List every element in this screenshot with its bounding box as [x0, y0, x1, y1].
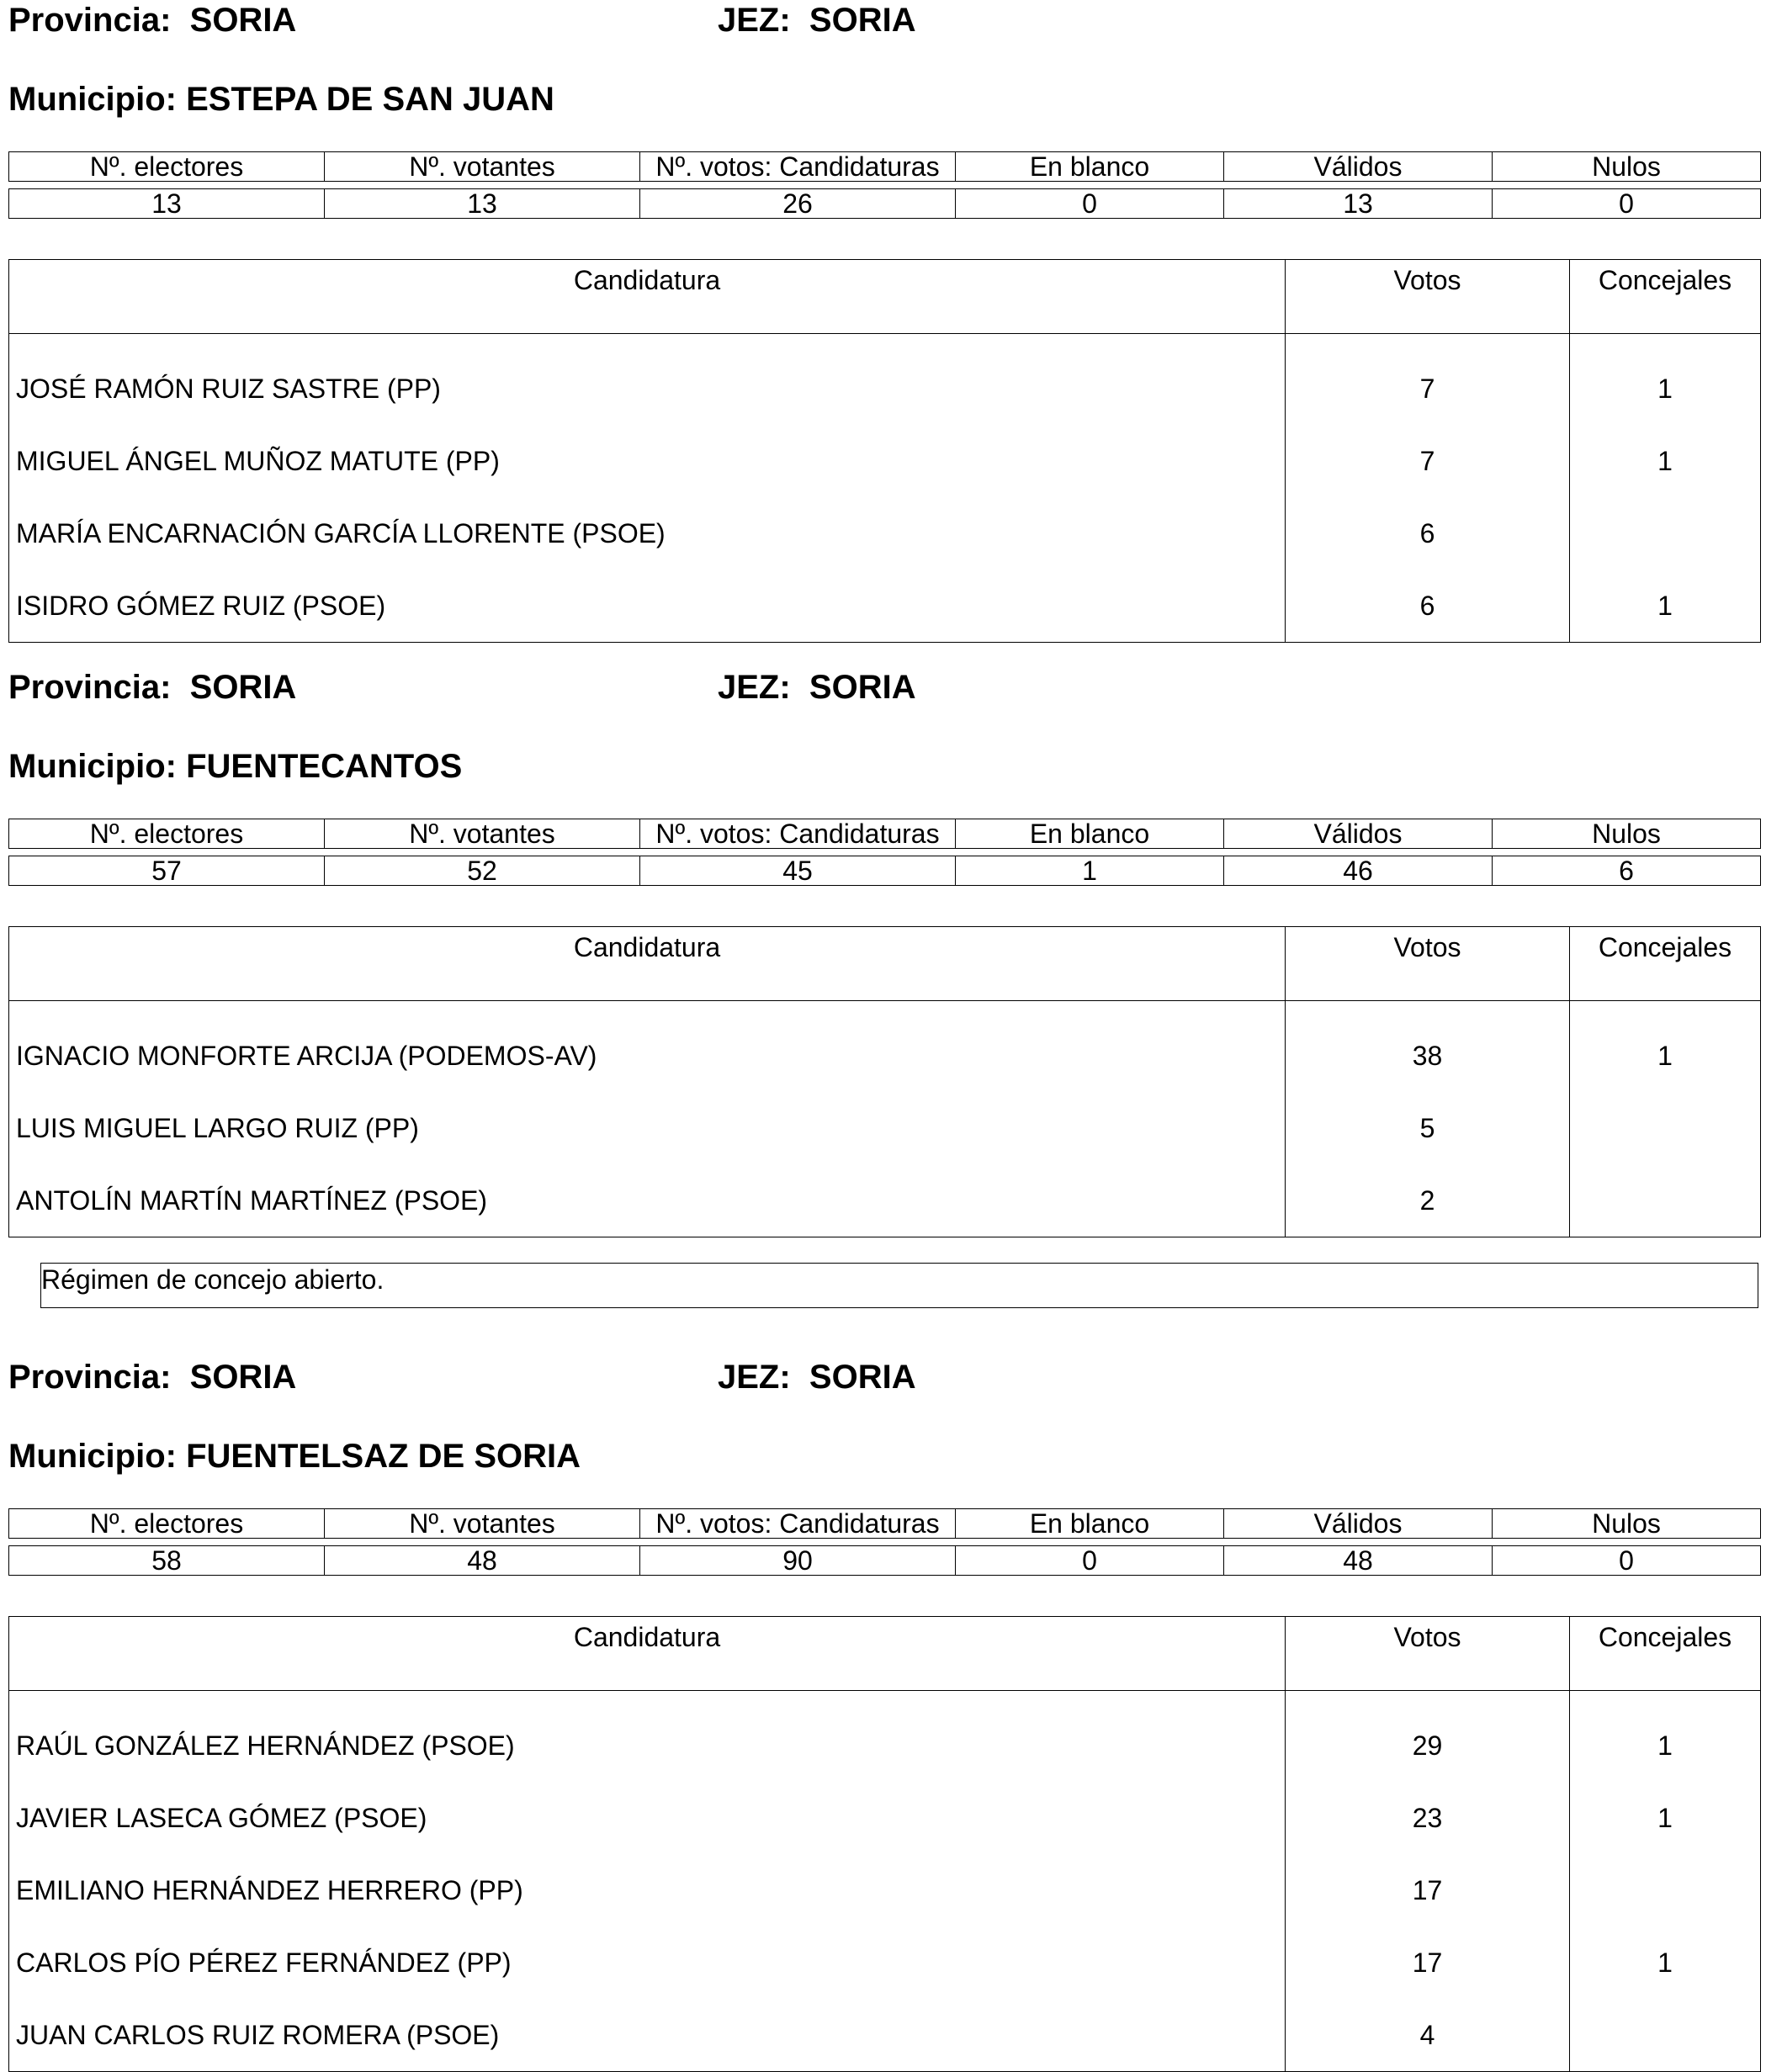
concejo-abierto-note: Régimen de concejo abierto. — [40, 1263, 1758, 1308]
candidato-nombre: IGNACIO MONFORTE ARCIJA (PODEMOS-AV) — [9, 1001, 1286, 1093]
provincia-label: Provincia: — [8, 669, 172, 706]
col-votantes: Nº. votantes — [325, 1509, 640, 1539]
table-row — [9, 1999, 1761, 2072]
candidato-nombre: JOSÉ RAMÓN RUIZ SASTRE (PP) — [9, 334, 1286, 426]
municipio-row — [8, 746, 1760, 793]
votantes-value: 48 — [325, 1546, 640, 1576]
col-validos: Válidos — [1224, 152, 1493, 182]
candidato-nombre: JUAN CARLOS RUIZ ROMERA (PSOE) — [9, 1999, 1286, 2072]
municipio-heading — [8, 746, 462, 787]
electores-value: 13 — [9, 189, 325, 219]
col-electores: Nº. electores — [9, 1509, 325, 1539]
municipio-heading — [8, 79, 554, 119]
candidato-concejales: 1 — [1570, 1001, 1761, 1093]
candidatura-header-row — [9, 927, 1761, 1001]
candidato-votos: 6 — [1286, 570, 1570, 643]
votos-candidaturas-value: 45 — [640, 856, 956, 886]
table-row — [9, 570, 1761, 643]
candidato-concejales — [1570, 1999, 1761, 2072]
table-row — [9, 425, 1761, 497]
col-votos-candidaturas: Nº. votos: Candidaturas — [640, 152, 956, 182]
table-row — [9, 1691, 1761, 1783]
col-votantes: Nº. votantes — [325, 152, 640, 182]
col-candidatura: Candidatura — [9, 927, 1286, 1001]
col-en-blanco: En blanco — [956, 819, 1224, 849]
candidato-nombre: LUIS MIGUEL LARGO RUIZ (PP) — [9, 1092, 1286, 1164]
candidatura-header-row — [9, 260, 1761, 334]
jez-heading — [718, 0, 916, 40]
provincia-value: SORIA — [189, 1359, 297, 1396]
stats-table — [8, 819, 1761, 886]
candidato-nombre: ISIDRO GÓMEZ RUIZ (PSOE) — [9, 570, 1286, 643]
candidato-nombre: RAÚL GONZÁLEZ HERNÁNDEZ (PSOE) — [9, 1691, 1286, 1783]
provincia-label: Provincia: — [8, 2, 172, 39]
col-candidatura: Candidatura — [9, 1617, 1286, 1691]
candidato-votos: 38 — [1286, 1001, 1570, 1093]
municipio-value: FUENTELSAZ DE SORIA — [186, 1438, 581, 1475]
candidato-votos: 6 — [1286, 497, 1570, 570]
candidato-nombre: JAVIER LASECA GÓMEZ (PSOE) — [9, 1782, 1286, 1854]
candidato-concejales — [1570, 497, 1761, 570]
candidato-concejales: 1 — [1570, 334, 1761, 426]
provincia-heading — [8, 1357, 296, 1397]
candidato-votos: 5 — [1286, 1092, 1570, 1164]
candidato-nombre: MARÍA ENCARNACIÓN GARCÍA LLORENTE (PSOE) — [9, 497, 1286, 570]
candidato-votos: 7 — [1286, 334, 1570, 426]
candidato-votos: 29 — [1286, 1691, 1570, 1783]
electores-value: 58 — [9, 1546, 325, 1576]
header-row — [8, 0, 1760, 47]
col-validos: Válidos — [1224, 1509, 1493, 1539]
col-concejales: Concejales — [1570, 1617, 1761, 1691]
stats-values-row — [9, 856, 1761, 886]
col-electores: Nº. electores — [9, 819, 325, 849]
nulos-value: 0 — [1493, 189, 1761, 219]
jez-label: JEZ: — [718, 669, 791, 706]
municipio-row — [8, 1436, 1760, 1483]
nulos-value: 0 — [1493, 1546, 1761, 1576]
col-en-blanco: En blanco — [956, 152, 1224, 182]
table-row — [9, 1001, 1761, 1093]
candidato-nombre: CARLOS PÍO PÉREZ FERNÁNDEZ (PP) — [9, 1926, 1286, 1999]
jez-label: JEZ: — [718, 2, 791, 39]
candidato-concejales — [1570, 1092, 1761, 1164]
provincia-heading — [8, 667, 296, 707]
candidato-concejales: 1 — [1570, 425, 1761, 497]
candidato-votos: 23 — [1286, 1782, 1570, 1854]
electores-value: 57 — [9, 856, 325, 886]
candidato-concejales: 1 — [1570, 1926, 1761, 1999]
votos-candidaturas-value: 26 — [640, 189, 956, 219]
candidato-votos: 17 — [1286, 1854, 1570, 1926]
stats-table — [8, 151, 1761, 219]
candidato-nombre: MIGUEL ÁNGEL MUÑOZ MATUTE (PP) — [9, 425, 1286, 497]
provincia-value: SORIA — [189, 669, 297, 706]
candidato-votos: 7 — [1286, 425, 1570, 497]
candidato-votos: 17 — [1286, 1926, 1570, 1999]
en-blanco-value: 0 — [956, 1546, 1224, 1576]
jez-value: SORIA — [809, 669, 916, 706]
jez-value: SORIA — [809, 2, 916, 39]
table-row — [9, 1854, 1761, 1926]
stats-header-row — [9, 1509, 1761, 1539]
stats-table — [8, 1508, 1761, 1576]
municipio-label: Municipio: — [8, 81, 177, 118]
candidato-votos: 2 — [1286, 1164, 1570, 1237]
col-electores: Nº. electores — [9, 152, 325, 182]
candidato-concejales: 1 — [1570, 570, 1761, 643]
en-blanco-value: 1 — [956, 856, 1224, 886]
candidatura-table — [8, 259, 1761, 643]
municipio-heading — [8, 1436, 581, 1476]
municipio-section-estepa — [8, 0, 1760, 643]
col-votos: Votos — [1286, 1617, 1570, 1691]
provincia-heading — [8, 0, 296, 40]
table-row — [9, 334, 1761, 426]
candidato-concejales: 1 — [1570, 1782, 1761, 1854]
col-nulos: Nulos — [1493, 819, 1761, 849]
validos-value: 48 — [1224, 1546, 1493, 1576]
municipio-value: ESTEPA DE SAN JUAN — [186, 81, 554, 118]
col-concejales: Concejales — [1570, 927, 1761, 1001]
col-votos: Votos — [1286, 927, 1570, 1001]
stats-gap — [9, 182, 1761, 189]
votantes-value: 52 — [325, 856, 640, 886]
municipio-label: Municipio: — [8, 748, 177, 785]
candidato-concejales — [1570, 1854, 1761, 1926]
votos-candidaturas-value: 90 — [640, 1546, 956, 1576]
stats-header-row — [9, 152, 1761, 182]
nulos-value: 6 — [1493, 856, 1761, 886]
stats-header-row — [9, 819, 1761, 849]
col-concejales: Concejales — [1570, 260, 1761, 334]
candidato-concejales — [1570, 1164, 1761, 1237]
candidato-nombre: EMILIANO HERNÁNDEZ HERRERO (PP) — [9, 1854, 1286, 1926]
candidato-votos: 4 — [1286, 1999, 1570, 2072]
stats-gap — [9, 849, 1761, 856]
col-nulos: Nulos — [1493, 152, 1761, 182]
candidatura-table — [8, 926, 1761, 1237]
table-row — [9, 1164, 1761, 1237]
candidato-nombre: ANTOLÍN MARTÍN MARTÍNEZ (PSOE) — [9, 1164, 1286, 1237]
candidatura-header-row — [9, 1617, 1761, 1691]
col-validos: Válidos — [1224, 819, 1493, 849]
header-row — [8, 1357, 1760, 1404]
en-blanco-value: 0 — [956, 189, 1224, 219]
jez-heading — [718, 667, 916, 707]
stats-values-row — [9, 189, 1761, 219]
table-row — [9, 1782, 1761, 1854]
table-row — [9, 497, 1761, 570]
votantes-value: 13 — [325, 189, 640, 219]
provincia-value: SORIA — [189, 2, 297, 39]
jez-heading — [718, 1357, 916, 1397]
table-row — [9, 1926, 1761, 1999]
candidato-concejales: 1 — [1570, 1691, 1761, 1783]
col-votantes: Nº. votantes — [325, 819, 640, 849]
col-candidatura: Candidatura — [9, 260, 1286, 334]
stats-values-row — [9, 1546, 1761, 1576]
municipio-section-fuentelsaz — [8, 1357, 1760, 2072]
table-row — [9, 1092, 1761, 1164]
jez-value: SORIA — [809, 1359, 916, 1396]
candidatura-table — [8, 1616, 1761, 2072]
municipio-value: FUENTECANTOS — [186, 748, 463, 785]
municipio-section-fuentecantos — [8, 667, 1760, 1237]
jez-label: JEZ: — [718, 1359, 791, 1396]
col-votos-candidaturas: Nº. votos: Candidaturas — [640, 1509, 956, 1539]
col-en-blanco: En blanco — [956, 1509, 1224, 1539]
header-row — [8, 667, 1760, 714]
stats-gap — [9, 1539, 1761, 1546]
col-votos: Votos — [1286, 260, 1570, 334]
validos-value: 46 — [1224, 856, 1493, 886]
provincia-label: Provincia: — [8, 1359, 172, 1396]
col-votos-candidaturas: Nº. votos: Candidaturas — [640, 819, 956, 849]
municipio-label: Municipio: — [8, 1438, 177, 1475]
col-nulos: Nulos — [1493, 1509, 1761, 1539]
municipio-row — [8, 79, 1760, 126]
validos-value: 13 — [1224, 189, 1493, 219]
